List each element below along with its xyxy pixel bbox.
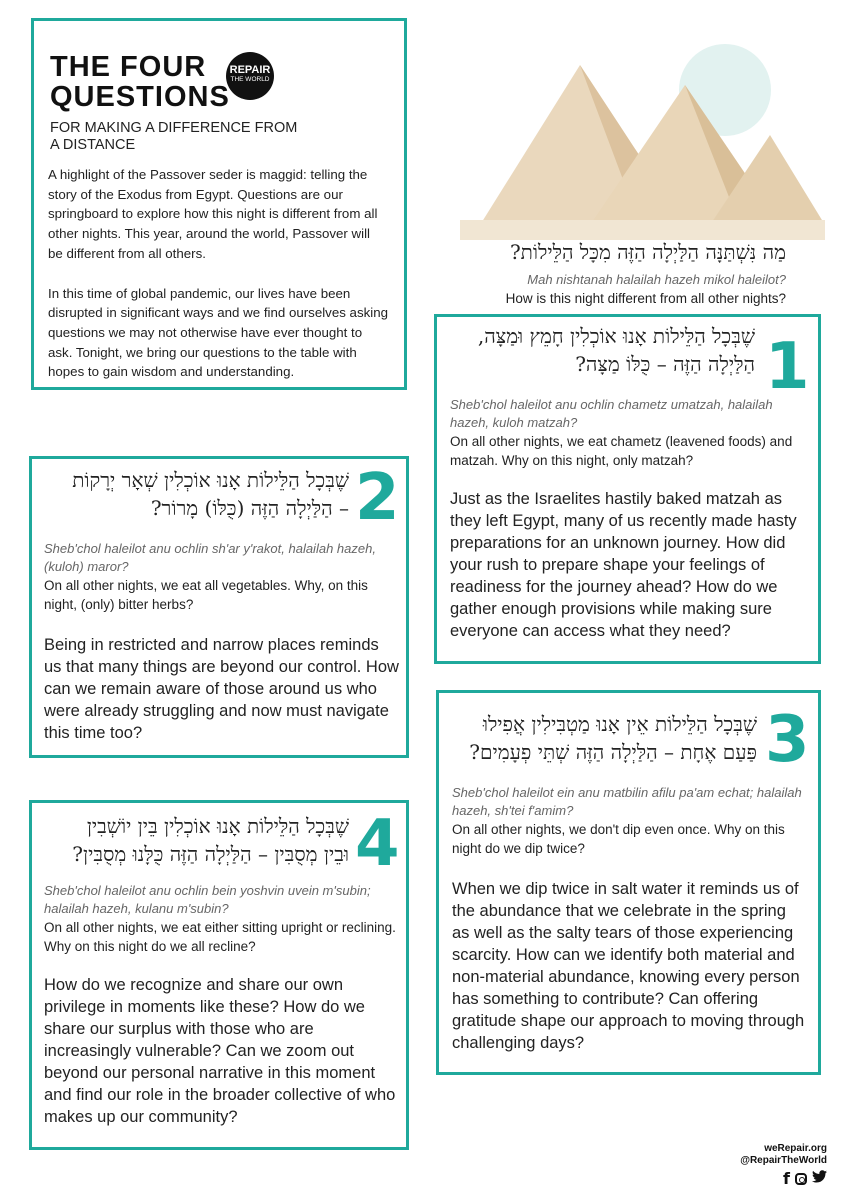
question-3-reflection: When we dip twice in salt water it reminds us of the abundance that we celebrate in the spring as well as the salty tears of those experiencing scarcity. How can we identify both material and non-material abundance, knowing every person has something to contribute? Can offering gratitude shape our approach to moving through challenging days? bbox=[452, 880, 805, 1052]
question-1-transliteration: Sheb'chol haleilot anu ochlin chametz umatzah, halailah hazeh, kuloh matzah? bbox=[450, 397, 773, 430]
main-question bbox=[420, 238, 786, 308]
question-2-hebrew-line-1: שֶׁבְּכָל הַלֵּילוֹת אָנוּ אוֹכְלִין שְׁאָר יְרָקוֹת bbox=[72, 468, 349, 492]
question-3-hebrew-line-2: פַּעַם אֶחָת – הַלַּיְלָה הַזֶּה שְׁתֵּי פְעָמִים? bbox=[469, 740, 757, 764]
intro-text bbox=[48, 165, 388, 382]
question-3-translation: On all other nights, we don't dip even once. Why on this night do we dip twice? bbox=[452, 822, 785, 856]
question-3-hebrew bbox=[452, 710, 757, 766]
question-1-hebrew-line-2: הַלַּיְלָה הַזֶּה – כֻּלּוֹ מַצָּה? bbox=[575, 352, 755, 376]
question-4-hebrew-line-2: וּבֵין מְסֻבִּין – הַלַּיְלָה הַזֶּה כֻּלָּנוּ מְסֻבִּין? bbox=[72, 842, 349, 866]
question-1-reflection: Just as the Israelites hastily baked matzah as they left Egypt, many of us recently made hasty preparations for an unknown journey. How did your rush to prepare shape your feelings of readiness for the journey ahead? How do we gather enough provisions while making sure everyone can access what they need? bbox=[450, 490, 797, 640]
question-1-content bbox=[450, 322, 805, 642]
question-4-transliteration: Sheb'chol haleilot anu ochlin bein yoshvin uvein m'subin; halailah hazeh, kulanu m'subin? bbox=[44, 883, 371, 916]
logo-line-1: REPAIR bbox=[229, 64, 271, 76]
question-4-content bbox=[44, 807, 400, 1128]
question-3-hebrew-line-1: שֶׁבְּכָל הַלֵּילוֹת אֵין אָנוּ מַטְבִּילִין אֲפִילוּ bbox=[482, 712, 757, 736]
question-1-translation: On all other nights, we eat chametz (leavened foods) and matzah. Why on this night, only matzah? bbox=[450, 434, 793, 468]
question-2-hebrew-line-2: – הַלַּיְלָה הַזֶּה (כֻּלּוֹ) מָרוֹר? bbox=[150, 496, 349, 520]
question-2-reflection: Being in restricted and narrow places reminds us that many things are beyond our control. How can we remain aware of those around us who were already struggling and now must navigate this time too? bbox=[44, 636, 399, 742]
question-4-hebrew bbox=[44, 812, 349, 868]
question-1-number: 1 bbox=[765, 330, 810, 404]
question-3-number: 3 bbox=[765, 703, 810, 777]
repair-the-world-logo bbox=[226, 52, 274, 100]
page-title bbox=[50, 52, 230, 112]
social-icons bbox=[740, 1170, 827, 1187]
subtitle: FOR MAKING A DIFFERENCE FROM A DISTANCE bbox=[50, 120, 298, 153]
question-2-transliteration: Sheb'chol haleilot anu ochlin sh'ar y'rakot, halailah hazeh, (kuloh) maror? bbox=[44, 541, 376, 574]
question-3-transliteration: Sheb'chol haleilot ein anu matbilin afilu pa'am echat; halailah hazeh, sh'tei f'amim? bbox=[452, 785, 802, 818]
question-4-number: 4 bbox=[355, 807, 400, 881]
footer bbox=[740, 1143, 827, 1187]
pyramids-illustration bbox=[440, 40, 825, 240]
question-3-content bbox=[452, 710, 807, 1054]
question-4-reflection: How do we recognize and share our own privilege in moments like these? How do we share our surplus with those who are increasingly vulnerable? Can we zoom out beyond our personal narrative in this moment and find our role in the broader collective of who makes up our community? bbox=[44, 976, 396, 1126]
intro-paragraph-1: A highlight of the Passover seder is maggid: telling the story of the Exodus from Egypt. Questions are our springboard to explore how this night is different from all other nights. This year, around the world, Passover will be different from all others. bbox=[48, 167, 378, 261]
title-line-1: THE FOUR bbox=[50, 51, 207, 83]
question-2-translation: On all other nights, we eat all vegetables. Why, on this night, (only) bitter herbs? bbox=[44, 578, 368, 612]
instagram-icon[interactable] bbox=[795, 1173, 807, 1185]
facebook-icon[interactable]: f bbox=[783, 1168, 790, 1188]
question-2-content bbox=[44, 461, 400, 744]
main-question-hebrew: מַה נִּשְׁתַּנָּה הַלַּיְלָה הַזֶּה מִכָּל הַלֵּילוֹת? bbox=[509, 240, 786, 264]
intro-paragraph-2: In this time of global pandemic, our lives have been disrupted in significant ways and we find ourselves asking questions we may not otherwise have ever thought to ask. Tonight, we bring our questions to the table with hopes to gain wisdom and understanding. bbox=[48, 285, 388, 380]
main-question-transliteration: Mah nishtanah halailah hazeh mikol haleilot? bbox=[527, 272, 786, 287]
footer-handle[interactable]: @RepairTheWorld bbox=[740, 1155, 827, 1166]
title-line-2: QUESTIONS bbox=[50, 81, 230, 113]
twitter-icon[interactable] bbox=[812, 1170, 827, 1187]
question-2-hebrew bbox=[44, 466, 349, 522]
question-4-hebrew-line-1: שֶׁבְּכָל הַלֵּילוֹת אָנוּ אוֹכְלִין בֵּין יוֹשְׁבִין bbox=[86, 814, 349, 838]
main-question-translation: How is this night different from all other nights? bbox=[505, 291, 786, 306]
logo-line-2: THE WORLD bbox=[230, 76, 270, 83]
question-2-number: 2 bbox=[355, 461, 400, 535]
question-1-hebrew bbox=[450, 322, 755, 378]
footer-website[interactable]: weRepair.org bbox=[764, 1143, 827, 1154]
question-4-translation: On all other nights, we eat either sitting upright or reclining. Why on this night do we all recline? bbox=[44, 920, 396, 954]
question-1-hebrew-line-1: שֶׁבְּכָל הַלֵּילוֹת אָנוּ אוֹכְלִין חָמֵץ וּמַצָּה, bbox=[477, 324, 755, 348]
